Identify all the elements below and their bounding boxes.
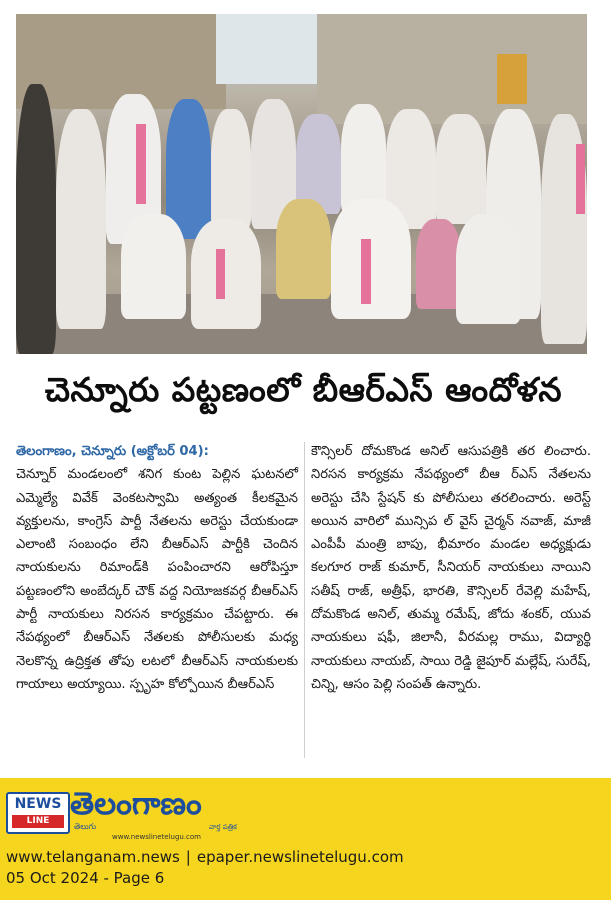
photo-person	[121, 214, 186, 319]
photo-person	[276, 199, 331, 299]
protest-photo	[16, 14, 587, 354]
article-column-2	[311, 440, 591, 696]
photo-person	[191, 219, 261, 329]
photo-person	[341, 104, 386, 214]
footer-date-page: 05 Oct 2024 - Page 6	[6, 869, 165, 887]
footer-separator: |	[185, 848, 191, 866]
logo-subtitle: తెలుగు	[74, 822, 97, 831]
article-column-1	[16, 440, 298, 696]
photo-scarf	[361, 239, 371, 304]
logo-news-text: NEWS	[14, 796, 62, 812]
photo-person	[56, 109, 106, 329]
photo-banner	[497, 54, 527, 104]
article-body-col2: కౌన్సిలర్ దోమకొండ అనిల్ ఆసుపత్రికి తర లించారు. నిరసన కార్యక్రమ నేపథ్యంలో బీఆ ర్ఎస్ నేతలను అరెస్టు చేసి స్టేషన్ కు పోలీసులు తరలించారు. అరెస్ట్ అయిన వారిలో మున్సిప ల్ వైస్ చైర్మన్ నవాజ్, మాజీ ఎంపీపీ మంత్రి బాపు, భీమారం మండల అధ్యక్షుడు కలగూర రాజ్ కుమార్, సీనియర్ నాయకులు నాయిని సతీష్ రాజ్, అత్రీఫ్, భారతి, కౌన్సిలర్ రేవెల్లి మహేష్, దోమకొండ అనిల్, తుమ్మ రమేష్, జోదు శంకర్, యువ నాయకులు షఫీ, జిలానీ, వీరమల్ల రాము, విద్యార్థి నాయకులు నాయబ్, సాయి రెడ్డి జైపూర్ మల్లేష్, సురేష్, చిన్ని, ఆసం పెల్లి సంపత్ ఉన్నారు.	[311, 444, 591, 692]
telanganam-logo: తెలంగాణం	[70, 786, 202, 822]
logo-line-text: LINE	[12, 815, 64, 828]
footer-site-link-2[interactable]: epaper.newslinetelugu.com	[196, 848, 404, 866]
photo-person	[211, 109, 251, 229]
article-headline: చెన్నూరు పట్టణంలో బీఆర్ఎస్ ఆందోళన	[44, 370, 563, 409]
photo-person	[436, 114, 486, 224]
logo-tagline: వార్త పత్రిక	[209, 823, 237, 831]
photo-scarf	[216, 249, 225, 299]
article-dateline: తెలంగాణం, చెన్నూరు (అక్టోబర్ 04):	[16, 444, 209, 459]
logo-url: www.newslinetelugu.com	[112, 833, 201, 841]
photo-person	[416, 219, 461, 309]
newsline-logo	[6, 792, 70, 834]
photo-person	[456, 214, 521, 324]
photo-building-left	[16, 14, 226, 109]
footer-site-link-1[interactable]: www.telanganam.news	[6, 848, 180, 866]
footer-sites	[6, 848, 404, 866]
photo-person	[331, 199, 411, 319]
photo-scarf	[576, 144, 585, 214]
photo-person	[16, 84, 56, 354]
page-footer	[0, 778, 611, 900]
article-body-col1: చెన్నూర్ మండలంలో శనిగ కుంట పెల్లిన ఘటనలో ఎమ్మెల్యే వివేక్ వెంకటస్వామి అత్యంత కీలకమైన వ్యక్తులను, కాంగ్రెస్ పార్టీ నేతలను అరెస్టు చేయకుండా ఎలాంటి సంబంధం లేని బీఆర్ఎస్ పార్టీకి చెందిన నాయకులను రిమాండ్‌కి పంపించారని ఆరోపిస్తూ పట్టణంలోని అంబేద్కర్ చౌక్ వద్ద నియోజకవర్గ బీఆర్ఎస్ పార్టీ నాయకులు నిరసన కార్యక్రమం చేపట్టారు. ఈ నేపథ్యంలో బీఆర్ఎస్ నేతలకు పోలీసులకు మధ్య నెలకొన్న ఉద్రిక్తత తోపు లటలో బీఆర్ఎస్ నాయకులకు గాయాలు అయ్యాయి. స్పృహ కోల్పోయిన బీఆర్ఎస్	[16, 467, 298, 692]
column-divider	[304, 442, 305, 758]
photo-scarf	[136, 124, 146, 204]
photo-person	[166, 99, 211, 239]
